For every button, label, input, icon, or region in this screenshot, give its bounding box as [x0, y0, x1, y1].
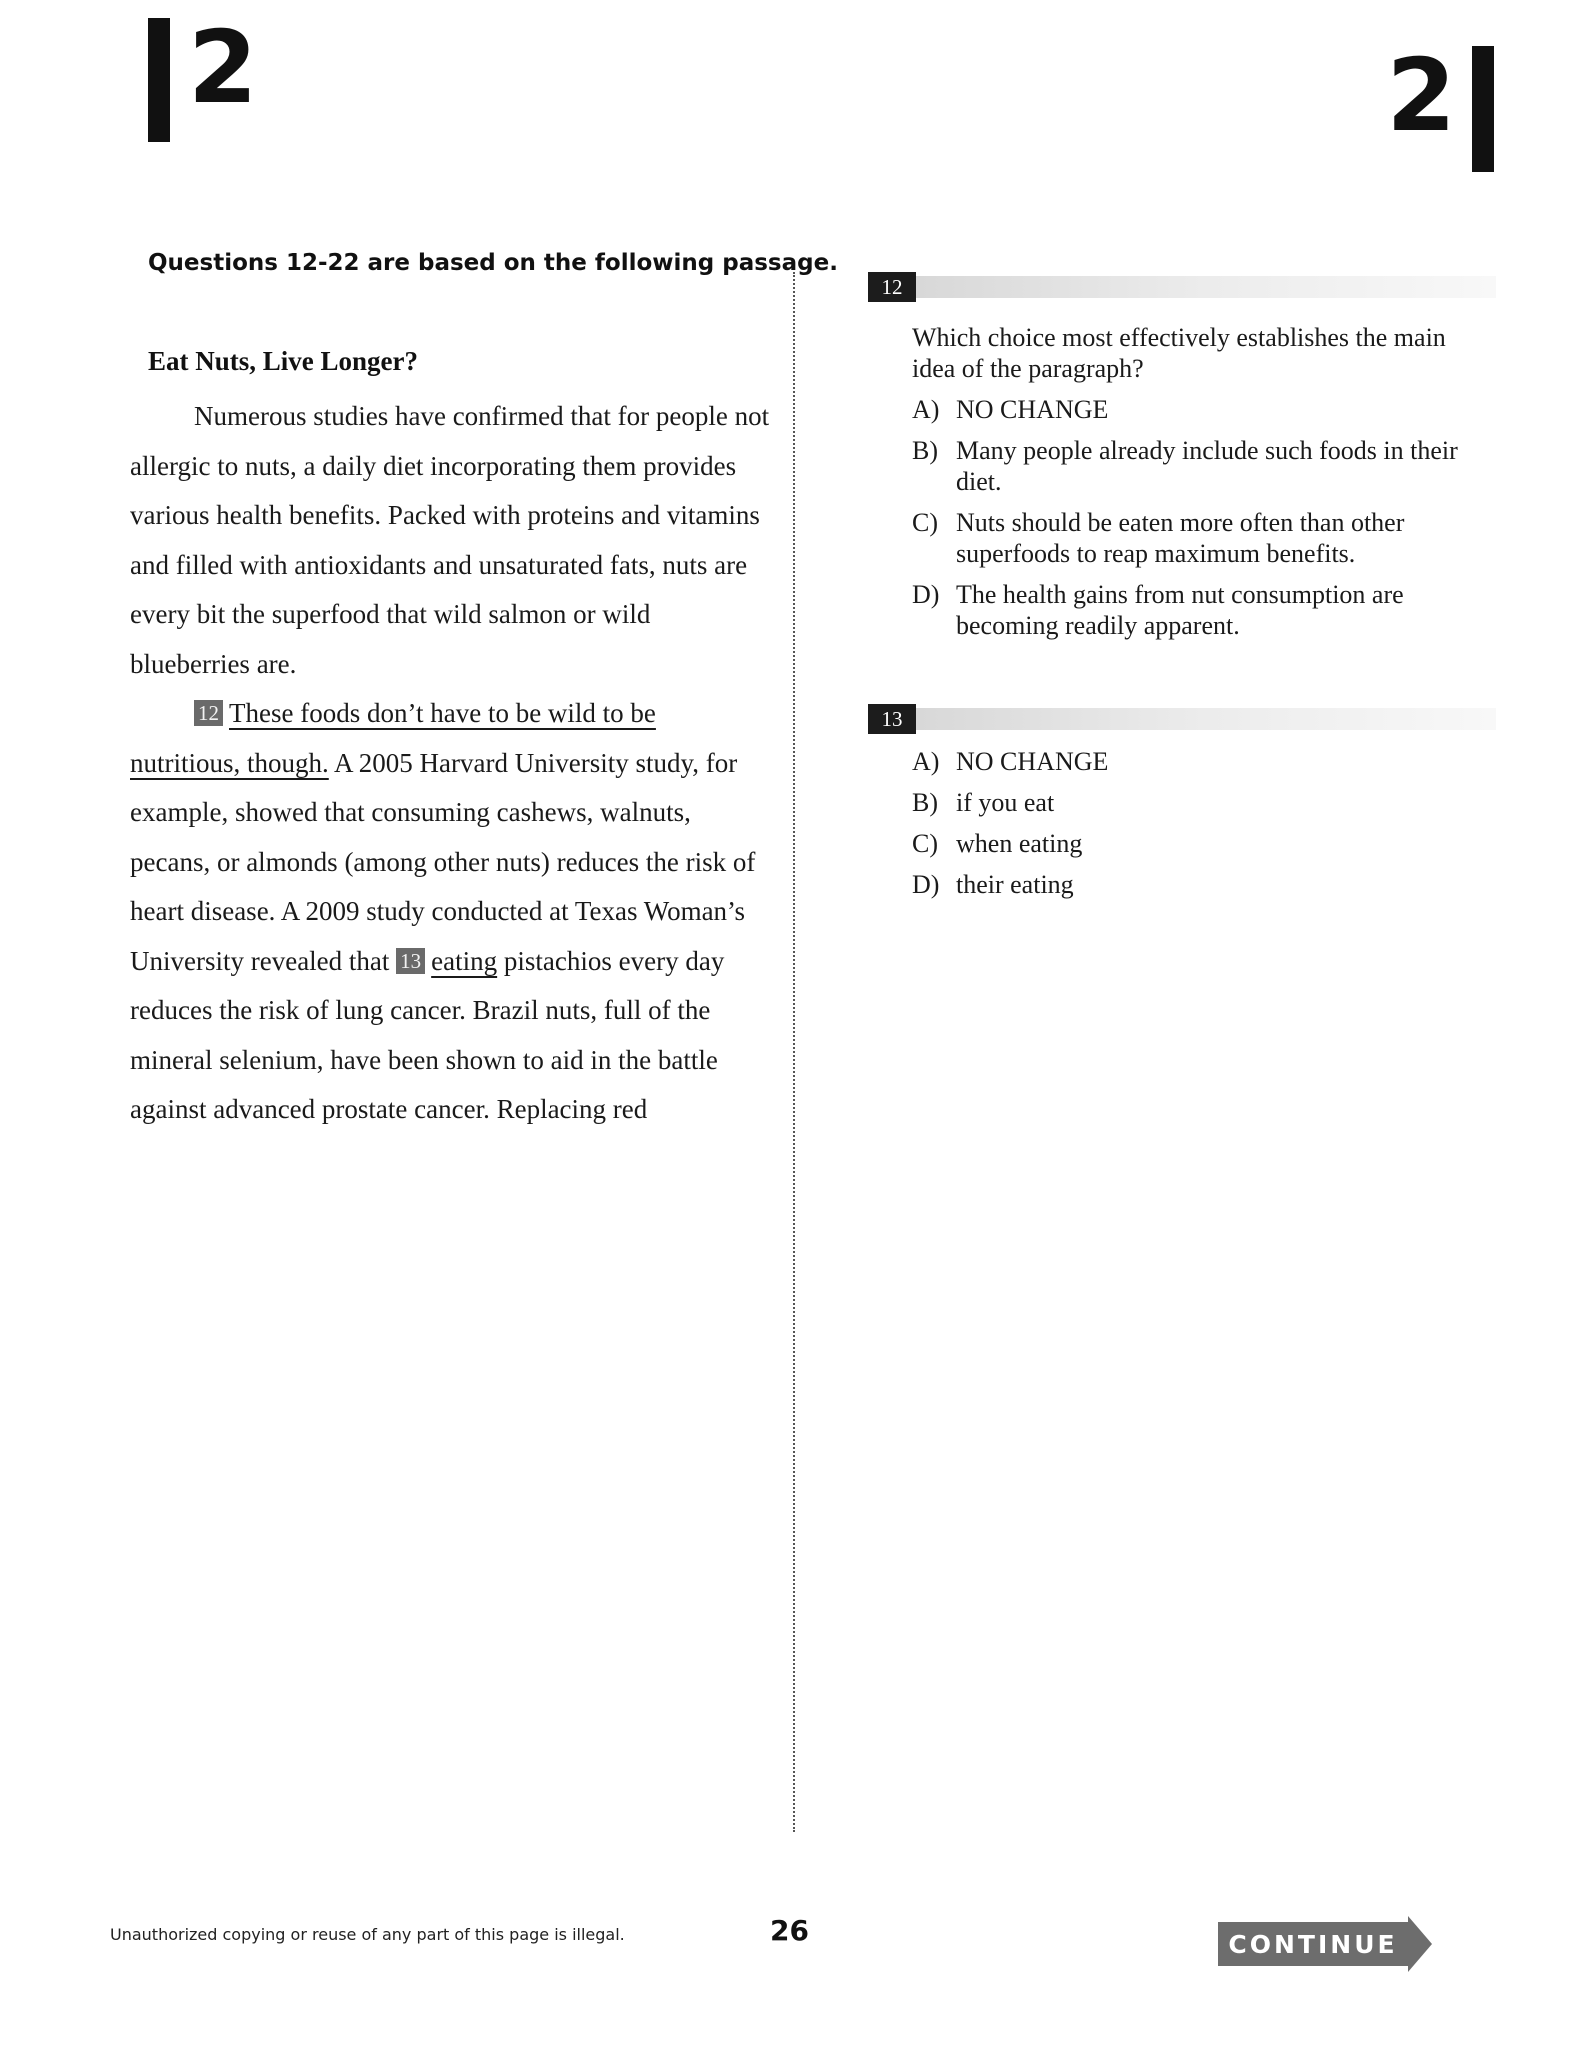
underlined-portion-12[interactable]: These foods don’t have to be wild to be nutritious, though. [130, 698, 656, 778]
question-header-12 [868, 272, 1498, 302]
option-label: A) [912, 747, 940, 776]
passage-title: Eat Nuts, Live Longer? [148, 346, 418, 376]
option-label: D) [912, 580, 940, 609]
option-label: B) [912, 788, 938, 817]
option-label: B) [912, 436, 938, 465]
option-label: D) [912, 870, 940, 899]
question-marker-13[interactable]: 13 [396, 948, 425, 974]
section-bar [148, 18, 170, 142]
section-bar [1472, 46, 1494, 172]
question-12 [912, 322, 1472, 651]
answer-option-a[interactable] [912, 394, 1472, 425]
answer-option-b[interactable] [912, 435, 1472, 497]
option-text: The health gains from nut consumption are becoming readily apparent. [956, 580, 1404, 640]
section-header-right [1386, 37, 1494, 172]
option-label: C) [912, 829, 938, 858]
passage-paragraph-2 [130, 689, 770, 1135]
answer-option-b[interactable] [912, 787, 1472, 818]
option-text: NO CHANGE [956, 747, 1109, 776]
answer-option-d[interactable] [912, 869, 1472, 900]
answer-option-d[interactable] [912, 579, 1472, 641]
option-text: when eating [956, 829, 1083, 858]
page-number: 26 [770, 1914, 809, 1947]
passage-intro: Questions 12-22 are based on the following passage. [148, 250, 838, 276]
option-text: NO CHANGE [956, 395, 1109, 424]
option-text: Nuts should be eaten more often than other superfoods to reap maximum benefits. [956, 508, 1405, 568]
continue-label: CONTINUE [1218, 1922, 1408, 1966]
option-label: A) [912, 395, 940, 424]
passage-paragraph-1: Numerous studies have confirmed that for people not allergic to nuts, a daily diet incorporating them provides various health benefits. Packed with proteins and vitamins and filled with antioxidants and unsaturated fats, nuts are every bit the superfood that wild salmon or wild blueberries are. [130, 401, 770, 679]
question-13 [912, 746, 1472, 910]
passage-text: A 2005 Harvard University study, for example, showed that consuming cashews, walnuts, pecans, or almonds (among other nuts) reduces the risk of heart disease. A 2009 study conducted at Texas Woman’s University revealed that [130, 747, 756, 976]
option-text: their eating [956, 870, 1074, 899]
column-divider [793, 272, 795, 1832]
section-header-left [148, 9, 258, 138]
passage-body [130, 392, 770, 1135]
continue-button[interactable] [1218, 1916, 1432, 1972]
passage-text: pistachios every day reduces the risk of lung cancer. Brazil nuts, full of the mineral selenium, have been shown to aid in the battle against advanced prostate cancer. Replacing red [130, 945, 725, 1124]
question-header-13 [868, 704, 1498, 734]
answer-option-a[interactable] [912, 746, 1472, 777]
option-text: if you eat [956, 788, 1055, 817]
question-number-box: 13 [868, 704, 916, 734]
answer-option-c[interactable] [912, 828, 1472, 859]
question-stem: Which choice most effectively establishes the main idea of the paragraph? [912, 323, 1446, 383]
copyright-notice: Unauthorized copying or reuse of any part of this page is illegal. [110, 1925, 625, 1944]
question-header-band [916, 276, 1496, 298]
option-label: C) [912, 508, 938, 537]
question-marker-12[interactable]: 12 [194, 700, 223, 726]
question-number-box: 12 [868, 272, 916, 302]
section-number: 2 [1386, 37, 1456, 154]
section-number: 2 [188, 9, 258, 126]
answer-option-c[interactable] [912, 507, 1472, 569]
option-text: Many people already include such foods in their diet. [956, 436, 1458, 496]
arrow-right-icon [1408, 1916, 1432, 1972]
question-header-band [916, 708, 1496, 730]
underlined-portion-13[interactable]: eating [431, 945, 498, 976]
